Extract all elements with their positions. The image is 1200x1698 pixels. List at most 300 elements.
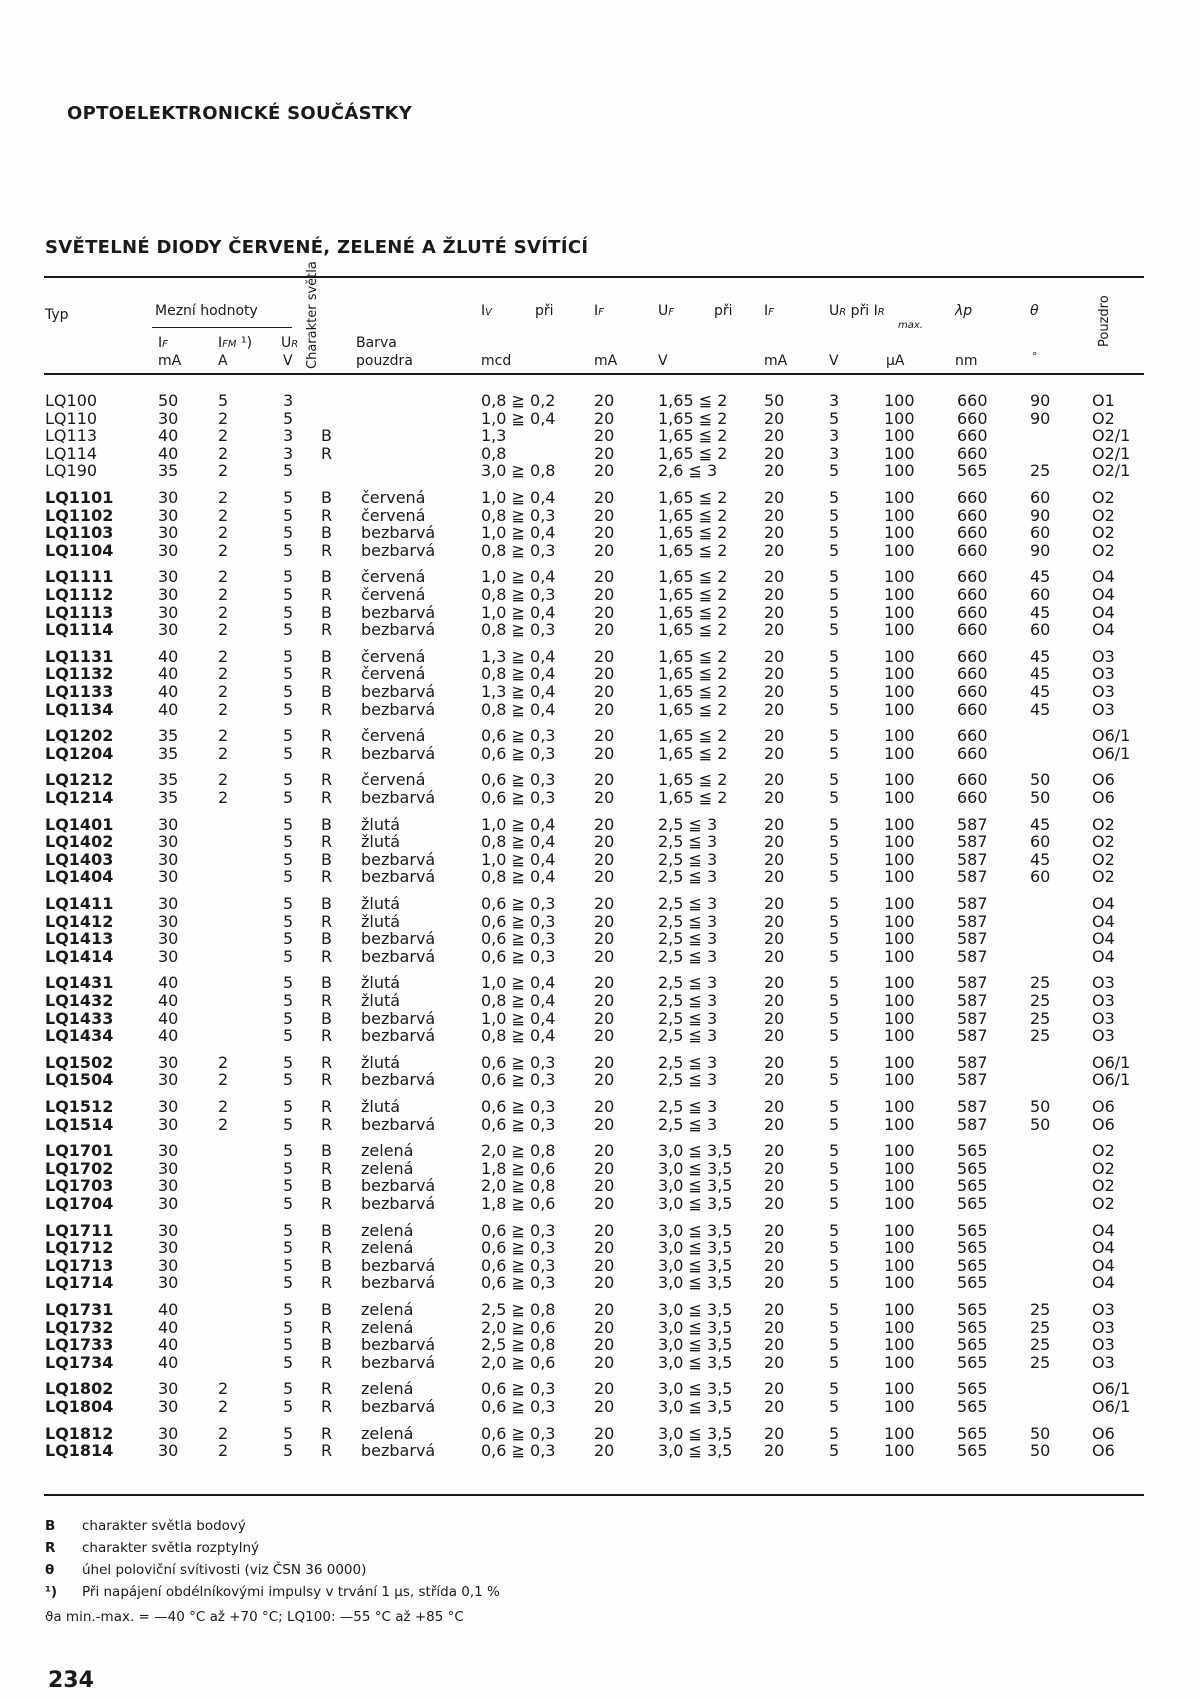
cell-if-uf: 20	[764, 1176, 785, 1196]
header-theta-unit: °	[1032, 350, 1038, 363]
cell-if-iv: 20	[594, 1441, 615, 1461]
cell-typ: LQ1104	[45, 540, 114, 560]
cell-if-uf: 20	[764, 743, 785, 763]
cell-typ: LQ1412	[45, 911, 114, 931]
cell-if-iv: 20	[594, 1317, 615, 1337]
cell-if-iv: 20	[594, 488, 615, 507]
cell-if: 30	[158, 1379, 179, 1399]
table-row	[0, 789, 1200, 806]
cell-ir: 100	[884, 1220, 915, 1240]
cell-ifm: 2	[218, 1397, 229, 1416]
cell-typ: LQ1712	[45, 1238, 114, 1258]
cell-ur: 5	[829, 1097, 840, 1116]
header-iv-pri: při	[535, 303, 554, 319]
cell-if-uf: 20	[764, 408, 785, 428]
cell-ifm: 2	[218, 1441, 229, 1461]
cell-if-uf: 20	[764, 991, 785, 1010]
cell-ifm: 2	[218, 540, 229, 560]
cell-theta: 45	[1030, 664, 1051, 684]
cell-if: 40	[158, 682, 179, 701]
cell-if-iv: 20	[594, 1397, 615, 1416]
table-row	[0, 727, 1200, 744]
cell-if-uf: 20	[764, 770, 785, 790]
cell-theta: 25	[1030, 1008, 1051, 1028]
cell-if: 40	[158, 1008, 179, 1028]
cell-iv: 2,0 ≧ 0,8	[481, 1141, 556, 1161]
cell-pouzdro: O4	[1092, 1220, 1115, 1240]
cell-barva: žlutá	[361, 991, 401, 1010]
cell-barva: bezbarvá	[361, 1026, 436, 1046]
table-row	[0, 1222, 1200, 1239]
cell-ur: 5	[283, 540, 294, 560]
cell-theta: 50	[1030, 770, 1051, 790]
cell-charakter: B	[321, 488, 332, 507]
cell-if: 40	[158, 699, 179, 719]
cell-barva: bezbarvá	[361, 946, 436, 966]
cell-ifm: 2	[218, 1423, 229, 1443]
header-charakter-svetla: Charakter světla	[305, 261, 320, 369]
cell-ur: 5	[283, 461, 294, 481]
header-if2: IF	[594, 303, 604, 319]
cell-charakter: R	[321, 991, 333, 1010]
cell-iv: 0,6 ≧ 0,3	[481, 1441, 556, 1461]
cell-lambda: 565	[957, 1273, 988, 1293]
cell-if-uf: 20	[764, 1441, 785, 1461]
cell-if: 40	[158, 991, 179, 1010]
cell-if-uf: 20	[764, 814, 785, 834]
cell-lambda: 660	[957, 602, 988, 622]
cell-iv: 0,6 ≧ 0,3	[481, 1097, 556, 1116]
header-ifm-unit: A	[218, 353, 228, 369]
cell-ur: 5	[829, 1194, 840, 1213]
cell-theta: 25	[1030, 1335, 1051, 1355]
cell-lambda: 660	[957, 585, 988, 604]
cell-theta: 45	[1030, 699, 1051, 719]
cell-ur: 5	[829, 1114, 840, 1134]
header-uf-pri: při	[714, 303, 733, 319]
cell-uf: 3,0 ≦ 3,5	[658, 1397, 733, 1416]
cell-if-uf: 20	[764, 1114, 785, 1134]
cell-if: 40	[158, 1300, 179, 1319]
cell-if-uf: 20	[764, 973, 785, 993]
cell-if-uf: 20	[764, 911, 785, 931]
cell-if-uf: 20	[764, 1300, 785, 1319]
cell-barva: zelená	[361, 1423, 414, 1443]
cell-ir: 100	[884, 1194, 915, 1213]
table-row	[0, 913, 1200, 930]
cell-typ: LQ1411	[45, 894, 114, 913]
cell-typ: LQ1812	[45, 1423, 114, 1443]
cell-typ: LQ1112	[45, 585, 114, 604]
cell-charakter: R	[321, 832, 333, 852]
cell-ir: 100	[884, 664, 915, 684]
cell-lambda: 565	[957, 1220, 988, 1240]
cell-charakter: R	[321, 1397, 333, 1416]
cell-barva: bezbarvá	[361, 523, 436, 543]
cell-barva: zelená	[361, 1317, 414, 1337]
cell-if-uf: 20	[764, 620, 785, 640]
cell-iv: 0,6 ≧ 0,3	[481, 1273, 556, 1293]
cell-pouzdro: O3	[1092, 1300, 1115, 1319]
cell-ir: 100	[884, 946, 915, 966]
cell-charakter: R	[321, 1352, 333, 1372]
cell-uf: 2,5 ≦ 3	[658, 894, 718, 913]
cell-charakter: B	[321, 567, 332, 587]
cell-pouzdro: O2/1	[1092, 426, 1131, 446]
cell-ur: 5	[283, 911, 294, 931]
cell-if: 30	[158, 832, 179, 852]
cell-pouzdro: O6/1	[1092, 1052, 1131, 1072]
cell-uf: 2,5 ≦ 3	[658, 849, 718, 869]
cell-theta: 25	[1030, 461, 1051, 481]
cell-if: 30	[158, 1194, 179, 1213]
cell-charakter: R	[321, 1441, 333, 1461]
cell-typ: LQ1413	[45, 929, 114, 949]
cell-pouzdro: O1	[1092, 391, 1115, 410]
cell-if: 40	[158, 426, 179, 446]
cell-uf: 1,65 ≦ 2	[658, 505, 728, 525]
cell-barva: bezbarvá	[361, 867, 436, 887]
cell-lambda: 660	[957, 699, 988, 719]
cell-barva: červená	[361, 585, 426, 604]
cell-ifm: 2	[218, 443, 229, 463]
cell-ur: 5	[283, 894, 294, 913]
cell-if-iv: 20	[594, 461, 615, 481]
cell-pouzdro: O3	[1092, 699, 1115, 719]
cell-uf: 3,0 ≦ 3,5	[658, 1194, 733, 1213]
cell-ur: 5	[829, 585, 840, 604]
cell-ur: 5	[283, 699, 294, 719]
cell-ur: 5	[829, 1008, 840, 1028]
cell-ur: 5	[829, 1176, 840, 1196]
cell-typ: LQ1514	[45, 1114, 114, 1134]
table-row	[0, 1010, 1200, 1027]
cell-ifm: 2	[218, 585, 229, 604]
cell-lambda: 660	[957, 682, 988, 701]
cell-charakter: R	[321, 946, 333, 966]
cell-ifm: 2	[218, 788, 229, 807]
cell-pouzdro: O4	[1092, 567, 1115, 587]
cell-ur: 5	[283, 1158, 294, 1178]
cell-typ: LQ113	[45, 426, 98, 446]
cell-ifm: 2	[218, 408, 229, 428]
cell-lambda: 565	[957, 1423, 988, 1443]
cell-if-uf: 20	[764, 867, 785, 887]
cell-ur: 5	[283, 849, 294, 869]
cell-if-iv: 20	[594, 1141, 615, 1161]
cell-charakter: R	[321, 1379, 333, 1399]
cell-typ: LQ1132	[45, 664, 114, 684]
cell-pouzdro: O6	[1092, 770, 1115, 790]
cell-lambda: 660	[957, 426, 988, 446]
cell-iv: 0,8 ≧ 0,4	[481, 832, 556, 852]
cell-lambda: 660	[957, 408, 988, 428]
cell-ur: 5	[283, 991, 294, 1010]
cell-if: 35	[158, 770, 179, 790]
cell-pouzdro: O6	[1092, 1441, 1115, 1461]
cell-ur: 3	[283, 443, 294, 463]
cell-charakter: R	[321, 867, 333, 887]
cell-typ: LQ1114	[45, 620, 114, 640]
cell-if-uf: 20	[764, 1220, 785, 1240]
cell-lambda: 565	[957, 1335, 988, 1355]
cell-iv: 2,0 ≧ 0,6	[481, 1317, 556, 1337]
cell-ur: 5	[283, 973, 294, 993]
cell-typ: LQ1434	[45, 1026, 114, 1046]
cell-pouzdro: O2	[1092, 505, 1115, 525]
rule-top	[44, 276, 1144, 278]
cell-typ: LQ1702	[45, 1158, 114, 1178]
cell-typ: LQ1134	[45, 699, 114, 719]
cell-ur: 5	[283, 929, 294, 949]
cell-barva: zelená	[361, 1300, 414, 1319]
cell-if-iv: 20	[594, 1423, 615, 1443]
cell-if-uf: 20	[764, 1158, 785, 1178]
cell-if-iv: 20	[594, 620, 615, 640]
cell-lambda: 660	[957, 664, 988, 684]
cell-typ: LQ1212	[45, 770, 114, 790]
cell-iv: 1,0 ≧ 0,4	[481, 973, 556, 993]
cell-iv: 0,6 ≧ 0,3	[481, 1114, 556, 1134]
cell-if-iv: 20	[594, 585, 615, 604]
cell-barva: bezbarvá	[361, 1070, 436, 1090]
cell-iv: 1,0 ≧ 0,4	[481, 1008, 556, 1028]
cell-charakter: R	[321, 1070, 333, 1090]
cell-uf: 2,5 ≦ 3	[658, 1114, 718, 1134]
cell-pouzdro: O3	[1092, 646, 1115, 666]
cell-ur: 5	[283, 1379, 294, 1399]
cell-uf: 1,65 ≦ 2	[658, 646, 728, 666]
cell-ur: 5	[829, 620, 840, 640]
cell-ir: 100	[884, 1397, 915, 1416]
cell-charakter: R	[321, 1273, 333, 1293]
cell-iv: 0,8 ≧ 0,3	[481, 585, 556, 604]
header-ur-unit: V	[283, 353, 293, 369]
cell-ur: 5	[283, 1441, 294, 1461]
cell-ur: 5	[283, 1141, 294, 1161]
cell-if-iv: 20	[594, 894, 615, 913]
cell-uf: 3,0 ≦ 3,5	[658, 1352, 733, 1372]
cell-theta: 25	[1030, 1026, 1051, 1046]
cell-ur: 5	[829, 1397, 840, 1416]
cell-ur: 5	[283, 743, 294, 763]
cell-ur: 5	[283, 788, 294, 807]
cell-if-iv: 20	[594, 1026, 615, 1046]
cell-typ: LQ1714	[45, 1273, 114, 1293]
cell-ur: 5	[829, 646, 840, 666]
cell-if-iv: 20	[594, 1052, 615, 1072]
cell-ifm: 2	[218, 1097, 229, 1116]
cell-typ: LQ1101	[45, 488, 114, 507]
cell-theta: 60	[1030, 585, 1051, 604]
table-row	[0, 524, 1200, 541]
cell-barva: zelená	[361, 1238, 414, 1258]
cell-lambda: 565	[957, 1397, 988, 1416]
cell-if-iv: 20	[594, 929, 615, 949]
cell-ur: 5	[283, 1026, 294, 1046]
cell-barva: bezbarvá	[361, 540, 436, 560]
cell-ur: 3	[829, 443, 840, 463]
table-row	[0, 507, 1200, 524]
cell-theta: 25	[1030, 1352, 1051, 1372]
table-row	[0, 1442, 1200, 1459]
cell-if-uf: 20	[764, 523, 785, 543]
cell-if-iv: 20	[594, 443, 615, 463]
table-row	[0, 1054, 1200, 1071]
cell-ur: 5	[829, 991, 840, 1010]
cell-iv: 1,8 ≧ 0,6	[481, 1158, 556, 1178]
cell-if-iv: 20	[594, 849, 615, 869]
cell-if-uf: 20	[764, 602, 785, 622]
cell-ur: 5	[829, 1026, 840, 1046]
table-row	[0, 683, 1200, 700]
cell-typ: LQ1431	[45, 973, 114, 993]
cell-charakter: R	[321, 1238, 333, 1258]
cell-theta: 90	[1030, 505, 1051, 525]
cell-ifm: 2	[218, 646, 229, 666]
cell-lambda: 660	[957, 726, 988, 746]
header-uf-unit: V	[658, 353, 668, 369]
cell-ur: 5	[829, 849, 840, 869]
cell-ifm: 2	[218, 620, 229, 640]
cell-iv: 0,8 ≧ 0,2	[481, 391, 556, 410]
cell-ur: 5	[283, 682, 294, 701]
table-row	[0, 851, 1200, 868]
cell-lambda: 660	[957, 391, 988, 410]
cell-ur: 5	[829, 523, 840, 543]
cell-if-iv: 20	[594, 832, 615, 852]
cell-typ: LQ1401	[45, 814, 114, 834]
cell-charakter: R	[321, 770, 333, 790]
cell-uf: 3,0 ≦ 3,5	[658, 1423, 733, 1443]
cell-pouzdro: O3	[1092, 1352, 1115, 1372]
cell-uf: 2,5 ≦ 3	[658, 1070, 718, 1090]
cell-if-iv: 20	[594, 1273, 615, 1293]
cell-ir: 100	[884, 585, 915, 604]
cell-barva: zelená	[361, 1220, 414, 1240]
cell-if-iv: 20	[594, 664, 615, 684]
cell-barva: bezbarvá	[361, 929, 436, 949]
cell-if-iv: 20	[594, 1352, 615, 1372]
cell-typ: LQ1402	[45, 832, 114, 852]
cell-if-uf: 20	[764, 1255, 785, 1275]
cell-pouzdro: O2	[1092, 408, 1115, 428]
cell-iv: 0,8	[481, 443, 507, 463]
cell-uf: 1,65 ≦ 2	[658, 567, 728, 587]
cell-uf: 2,5 ≦ 3	[658, 946, 718, 966]
cell-lambda: 660	[957, 743, 988, 763]
cell-typ: LQ1734	[45, 1352, 114, 1372]
cell-ifm: 2	[218, 664, 229, 684]
cell-if-iv: 20	[594, 1220, 615, 1240]
cell-charakter: B	[321, 1141, 332, 1161]
cell-if-uf: 20	[764, 1052, 785, 1072]
cell-if-iv: 20	[594, 1114, 615, 1134]
cell-theta: 45	[1030, 849, 1051, 869]
cell-uf: 1,65 ≦ 2	[658, 443, 728, 463]
table-row	[0, 392, 1200, 409]
cell-ur: 5	[829, 1238, 840, 1258]
table-row	[0, 621, 1200, 638]
cell-ur: 5	[829, 770, 840, 790]
cell-theta: 50	[1030, 788, 1051, 807]
table-row	[0, 1071, 1200, 1088]
cell-ir: 100	[884, 1255, 915, 1275]
cell-iv: 1,0 ≧ 0,4	[481, 602, 556, 622]
cell-uf: 1,65 ≦ 2	[658, 540, 728, 560]
cell-ir: 100	[884, 770, 915, 790]
cell-typ: LQ1512	[45, 1097, 114, 1116]
section-title: OPTOELEKTRONICKÉ SOUČÁSTKY	[67, 103, 413, 124]
cell-if: 40	[158, 1352, 179, 1372]
table-row	[0, 745, 1200, 762]
cell-ir: 100	[884, 1008, 915, 1028]
table-row	[0, 1098, 1200, 1115]
cell-barva: bezbarvá	[361, 699, 436, 719]
cell-ur: 5	[283, 1052, 294, 1072]
cell-ur: 3	[829, 391, 840, 410]
cell-iv: 0,6 ≧ 0,3	[481, 894, 556, 913]
cell-iv: 0,6 ≧ 0,3	[481, 743, 556, 763]
cell-ur: 5	[283, 1352, 294, 1372]
cell-ur: 5	[829, 1052, 840, 1072]
cell-if-iv: 20	[594, 1070, 615, 1090]
cell-ur: 5	[829, 488, 840, 507]
cell-theta: 45	[1030, 814, 1051, 834]
cell-charakter: R	[321, 443, 333, 463]
cell-pouzdro: O6	[1092, 1097, 1115, 1116]
cell-uf: 3,0 ≦ 3,5	[658, 1335, 733, 1355]
cell-typ: LQ1131	[45, 646, 114, 666]
cell-lambda: 565	[957, 1441, 988, 1461]
cell-if-uf: 20	[764, 1026, 785, 1046]
cell-if-iv: 20	[594, 408, 615, 428]
page-number: 234	[48, 1668, 94, 1693]
cell-theta: 25	[1030, 1317, 1051, 1337]
cell-lambda: 565	[957, 1379, 988, 1399]
cell-if-uf: 20	[764, 443, 785, 463]
cell-barva: žlutá	[361, 973, 401, 993]
cell-typ: LQ1432	[45, 991, 114, 1010]
header-theta: θ	[1030, 303, 1039, 319]
cell-ifm: 2	[218, 461, 229, 481]
cell-if-iv: 20	[594, 946, 615, 966]
cell-typ: LQ1103	[45, 523, 114, 543]
cell-uf: 2,5 ≦ 3	[658, 1052, 718, 1072]
cell-ifm: 2	[218, 1114, 229, 1134]
cell-ur: 5	[829, 814, 840, 834]
cell-pouzdro: O3	[1092, 664, 1115, 684]
header-if2-unit: mA	[594, 353, 618, 369]
table-row	[0, 1239, 1200, 1256]
cell-ur: 5	[283, 1317, 294, 1337]
cell-barva: bezbarvá	[361, 849, 436, 869]
cell-iv: 0,6 ≧ 0,3	[481, 788, 556, 807]
notes	[45, 1515, 500, 1628]
cell-if: 30	[158, 505, 179, 525]
cell-uf: 3,0 ≦ 3,5	[658, 1441, 733, 1461]
cell-if-iv: 20	[594, 726, 615, 746]
cell-ur: 5	[283, 505, 294, 525]
table-row	[0, 542, 1200, 559]
cell-charakter: B	[321, 894, 332, 913]
header-uf: UF	[658, 303, 675, 319]
cell-theta: 90	[1030, 391, 1051, 410]
cell-if: 40	[158, 443, 179, 463]
cell-charakter: R	[321, 1158, 333, 1178]
cell-ur: 5	[283, 664, 294, 684]
cell-barva: žlutá	[361, 832, 401, 852]
